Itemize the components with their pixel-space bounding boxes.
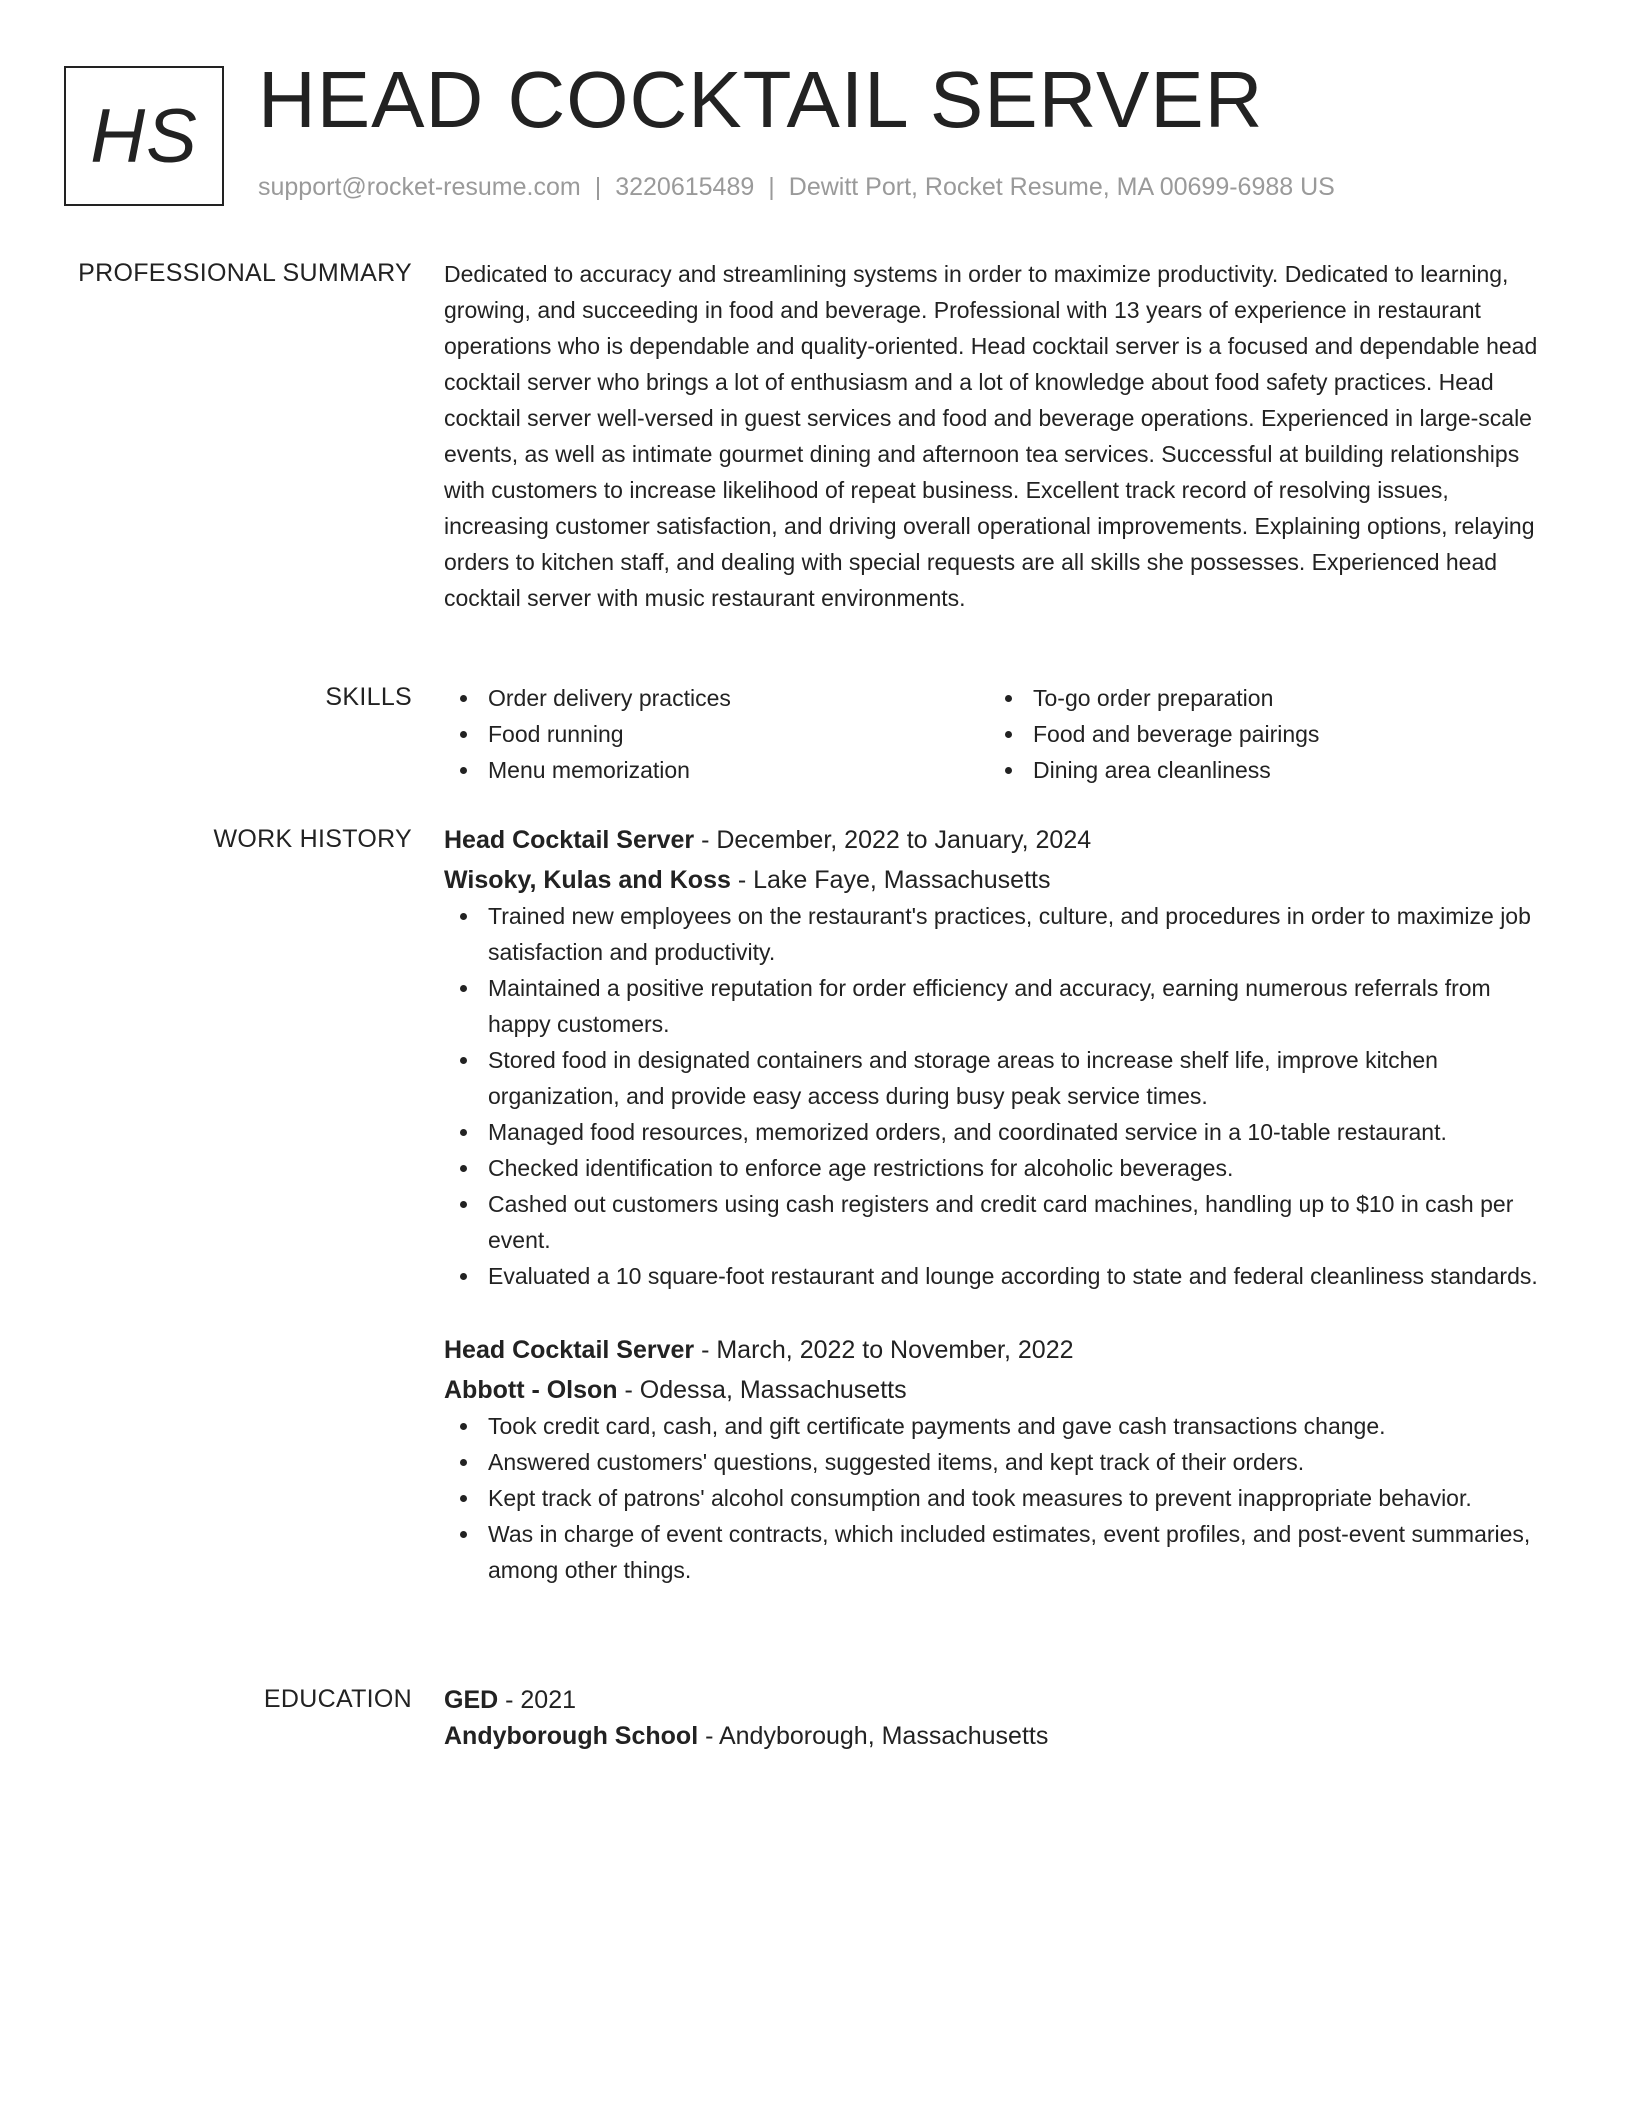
resume-title: HEAD COCKTAIL SERVER: [258, 55, 1264, 144]
duty-item: Cashed out customers using cash registers and credit card machines, handling up to $10 in cash per event.: [444, 1186, 1554, 1258]
job-title-line: [444, 822, 1554, 858]
contact-phone: 3220615489: [615, 173, 755, 201]
monogram-badge: [64, 66, 224, 206]
skills-heading: SKILLS: [325, 683, 412, 711]
monogram-initials: HS: [90, 93, 198, 179]
skill-item: Dining area cleanliness: [989, 752, 1534, 788]
job-dates: - March, 2022 to November, 2022: [694, 1336, 1074, 1364]
skill-item: To-go order preparation: [989, 680, 1534, 716]
duty-item: Checked identification to enforce age restrictions for alcoholic beverages.: [444, 1150, 1554, 1186]
skills-column-left: [444, 680, 989, 788]
education-school: Andyborough School: [444, 1722, 699, 1750]
duty-item: Answered customers' questions, suggested items, and kept track of their orders.: [444, 1444, 1554, 1480]
work-history-heading: WORK HISTORY: [213, 825, 412, 853]
job-position: Head Cocktail Server: [444, 1336, 695, 1364]
job-dates: - December, 2022 to January, 2024: [694, 826, 1092, 854]
job-entry: [444, 822, 1554, 1294]
education-degree: GED: [444, 1686, 499, 1714]
duty-item: Kept track of patrons' alcohol consumption and took measures to prevent inappropriate behavior.: [444, 1480, 1554, 1516]
duty-item: Managed food resources, memorized orders, and coordinated service in a 10-table restaurant.: [444, 1114, 1554, 1150]
education-year: - 2021: [498, 1686, 577, 1714]
job-entry: [444, 1332, 1554, 1588]
job-title-line: [444, 1332, 1554, 1368]
duty-item: Was in charge of event contracts, which included estimates, event profiles, and post-event summaries, among other things.: [444, 1516, 1554, 1588]
skill-item: Food running: [444, 716, 989, 752]
employer-location: - Odessa, Massachusetts: [617, 1376, 907, 1404]
duty-item: Took credit card, cash, and gift certificate payments and gave cash transactions change.: [444, 1408, 1554, 1444]
duty-item: Trained new employees on the restaurant's practices, culture, and procedures in order to maximize job satisfaction and productivity.: [444, 898, 1554, 970]
contact-email: support@rocket-resume.com: [258, 173, 581, 201]
employer-name: Wisoky, Kulas and Koss: [444, 866, 731, 894]
duty-item: Evaluated a 10 square-foot restaurant and lounge according to state and federal cleanliness standards.: [444, 1258, 1554, 1294]
education-location: - Andyborough, Massachusetts: [698, 1722, 1049, 1750]
summary-heading: PROFESSIONAL SUMMARY: [78, 259, 412, 287]
skill-item: Food and beverage pairings: [989, 716, 1534, 752]
skill-item: Menu memorization: [444, 752, 989, 788]
education-degree-line: [444, 1682, 1554, 1718]
skills-column-right: [989, 680, 1534, 788]
duty-item: Maintained a positive reputation for order efficiency and accuracy, earning numerous referrals from happy customers.: [444, 970, 1554, 1042]
duty-item: Stored food in designated containers and storage areas to increase shelf life, improve kitchen organization, and provide easy access during busy peak service times.: [444, 1042, 1554, 1114]
education-school-line: [444, 1718, 1554, 1754]
skill-item: Order delivery practices: [444, 680, 989, 716]
employer-name: Abbott - Olson: [444, 1376, 618, 1404]
contact-separator: |: [594, 173, 602, 201]
job-duties: [444, 1408, 1554, 1588]
contact-address: Dewitt Port, Rocket Resume, MA 00699-6988 US: [788, 173, 1335, 201]
education-heading: EDUCATION: [263, 1685, 412, 1713]
job-position: Head Cocktail Server: [444, 826, 695, 854]
employer-line: [444, 1372, 1554, 1408]
contact-separator: |: [768, 173, 775, 201]
summary-text: Dedicated to accuracy and streamlining systems in order to maximize productivity. Dedicated to learning, growing, and succeeding in food and beverage. Professional with 13 years of experience in restaurant operations who is dependable and quality-oriented. Head cocktail server is a focused and dependable head cocktail server who brings a lot of enthusiasm and a lot of knowledge about food safety practices. Head cocktail server well-versed in guest services and food and beverage operations. Experienced in large-scale events, as well as intimate gourmet dining and afternoon tea services. Successful at building relationships with customers to increase likelihood of repeat business. Excellent track record of resolving issues, increasing customer satisfaction, and driving overall operational improvements. Explaining options, relaying orders to kitchen staff, and dealing with special requests are all skills she possesses. Experienced head cocktail server with music restaurant environments.: [444, 261, 1538, 611]
job-duties: [444, 898, 1554, 1294]
employer-line: [444, 862, 1554, 898]
employer-location: - Lake Faye, Massachusetts: [730, 866, 1051, 894]
contact-line: [258, 172, 1335, 202]
skills-grid: [444, 680, 1554, 788]
